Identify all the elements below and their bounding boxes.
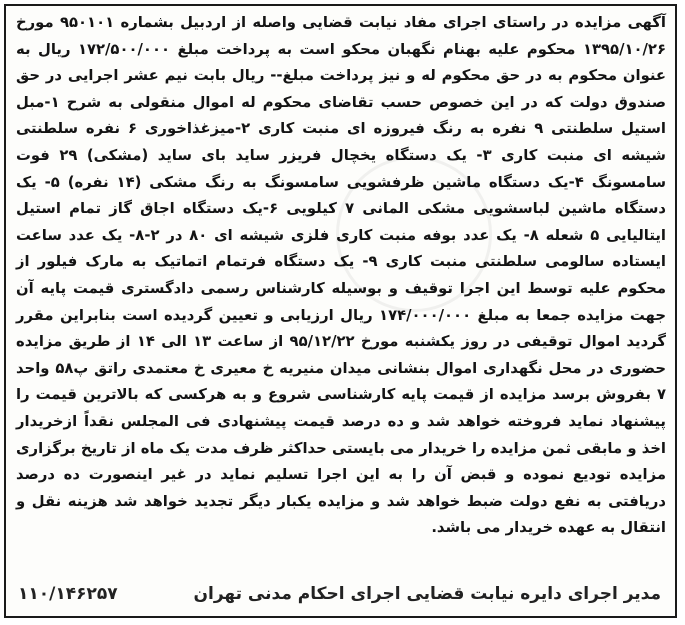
notice-signature: مدیر اجرای دایره نیابت قضایی اجرای احکام مدنی تهران	[193, 584, 661, 604]
notice-body-text: آگهی مزایده در راستای اجرای مفاد نیابت قضایی واصله از اردبیل بشماره ۹۵۰۱۰۱ مورخ ۱۳۹۵/۱۰/۲۶ محکوم علیه بهنام نگهبان محکو است به پرداخت مبلغ ۱۷۲/۵۰۰/۰۰۰ ریال به عنوان محکوم به در حق محکوم له و نیز پرداخت مبلغ-- ریال بابت نیم عشر اجرایی در حق صندوق دولت که در این خصوص حسب تقاضای محکوم له اموال منقولی به شرح ۱-مبل استیل سلطنتی ۹ نفره به رنگ فیروزه ای منبت کاری ۲-میزغذاخوری ۶ نفره سلطنتی شیشه ای منبت کاری ۳- یک دستگاه یخچال فریزر ساید بای ساید (مشکی) ۲۹ فوت سامسونگ ۴-یک دستگاه ماشین ظرفشویی سامسونگ به رنگ مشکی (۱۴ نفره) ۵- یک دستگاه ماشین لباسشویی مشکی المانی ۷ کیلویی ۶-یک دستگاه اجاق گاز تمام استیل ایتالیایی ۵ شعله ۸- یک عدد بوفه منبت کاری فلزی شیشه ای ۸۰ در ۲-۸- یک عدد ساعت ایستاده سالومی سلطنتی منبت کاری ۹- یک دستگاه فرتمام اتماتیک به مارک فیلور از محکوم علیه توسط این اجرا توقیف و بوسیله کارشناس رسمی دادگستری قیمت پایه آن جهت مزایده جمعا به مبلغ ۱۷۴/۰۰۰/۰۰۰ ریال ارزیابی و تعیین گردیده است بنابراین مقرر گردید اموال توقیفی در روز یکشنبه مورخ ۹۵/۱۲/۲۲ از ساعت ۱۳ الی ۱۴ از طریق مزایده حضوری در محل نگهداری اموال بنشانی میدان منیریه خ معیری خ معتمدی راتق پ۵۸ واحد ۷ بفروش برسد مزایده از قیمت پایه کارشناسی شروع و به هرکسی که بالاترین قیمت را پیشنهاد نماید فروخته خواهد شد و ده درصد قیمت پیشنهادی فی المجلس نقداً ازخریدار اخذ و مابقی ثمن مزایده را خریدار می بایستی حداکثر ظرف مدت یک ماه از تاریخ برگزاری مزایده تودیع نموده و قبض آن را به این اجرا تسلیم نماید در غیر اینصورت ده درصد دریافتی به نفع دولت ضبط خواهد شد و مزایده یکبار دیگر تجدید خواهد شد هزینه نقل و انتقال به عهده خریدار می باشد.	[16, 14, 667, 537]
notice-footer	[18, 580, 661, 608]
auction-notice	[4, 4, 677, 618]
notice-body	[16, 10, 666, 542]
notice-code: ۱۱۰/۱۴۶۲۵۷	[18, 584, 118, 604]
